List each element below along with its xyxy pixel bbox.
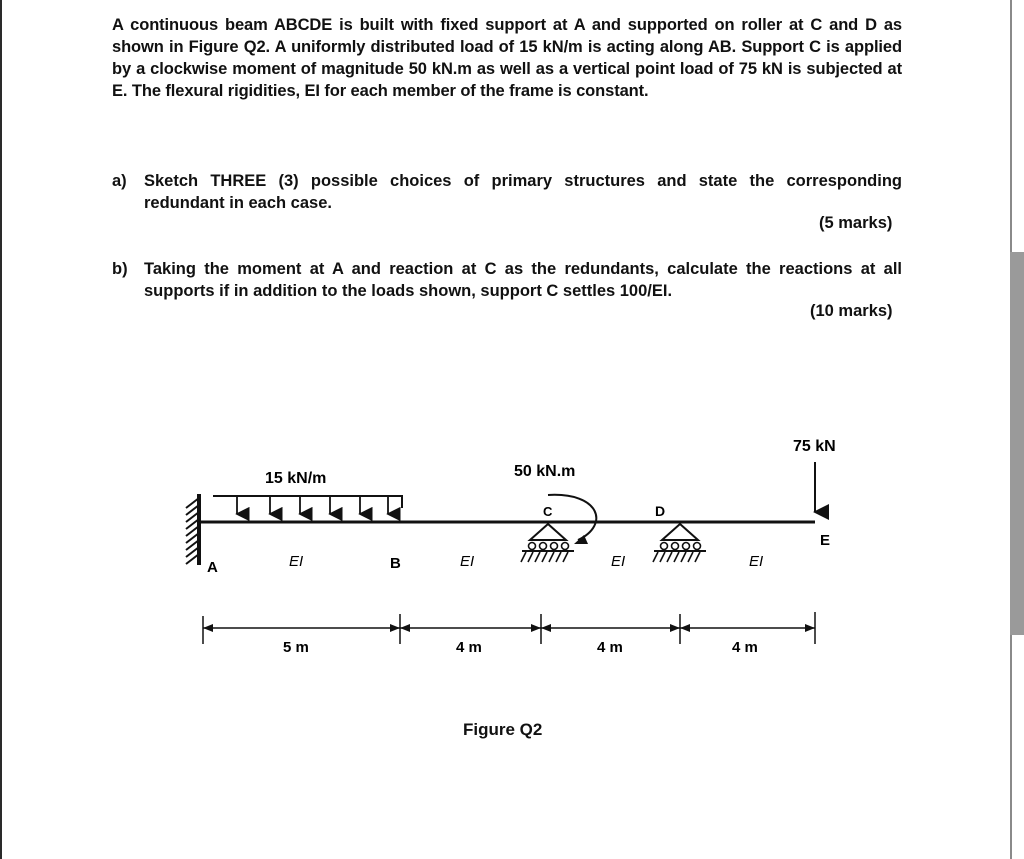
intro-text-1: A continuous beam ABCDE is built with fixed support at A and supported on roller at C and D as shown in xyxy=(112,16,902,56)
ei-label-de: EI xyxy=(749,553,764,570)
figure-caption: Figure Q2 xyxy=(463,720,543,739)
node-label-e: E xyxy=(820,532,831,549)
figure-reference: Figure Q2. xyxy=(188,38,271,56)
span-label-de: 4 m xyxy=(732,639,758,656)
span-label-cd: 4 m xyxy=(597,639,623,656)
node-label-c: C xyxy=(543,504,553,519)
part-a-marks: (5 marks) xyxy=(819,214,893,232)
udl-label: 15 kN/m xyxy=(265,470,327,487)
node-label-a: A xyxy=(207,559,218,576)
part-a-label: a) xyxy=(112,172,127,190)
fixed-support-a xyxy=(186,494,199,565)
moment-label: 50 kN.m xyxy=(514,463,576,480)
part-a-text: Sketch THREE (3) possible choices of primary structures and state the corresponding redundant in each case. xyxy=(144,172,902,212)
udl-load xyxy=(213,495,403,514)
moment-arrow xyxy=(548,495,596,540)
ei-label-bc: EI xyxy=(460,553,475,570)
ei-label-cd: EI xyxy=(611,553,626,570)
point-load-label: 75 kN xyxy=(793,438,836,455)
part-b-text: Taking the moment at A and reaction at C as the redundants, calculate the reactions at all supports if in addition to the loads shown, support C settles 100/EI. xyxy=(144,260,902,300)
intro-text-2: A uniformly distributed load of 15 kN/m is acting along AB. Support C is applied by a clockwise moment of magnitude 50 kN.m as well as a vertical point load of 75 kN is subjected at E. The flexural rigidities, EI for each member of the frame is constant. xyxy=(112,38,902,100)
roller-support-d xyxy=(653,524,706,562)
span-label-ab: 5 m xyxy=(283,639,309,656)
span-label-bc: 4 m xyxy=(456,639,482,656)
ei-label-ab: EI xyxy=(289,553,304,570)
roller-support-c xyxy=(521,524,574,562)
node-label-b: B xyxy=(390,555,401,572)
node-label-d: D xyxy=(655,503,666,519)
part-b-label: b) xyxy=(112,260,128,278)
part-b-marks: (10 marks) xyxy=(810,302,893,320)
